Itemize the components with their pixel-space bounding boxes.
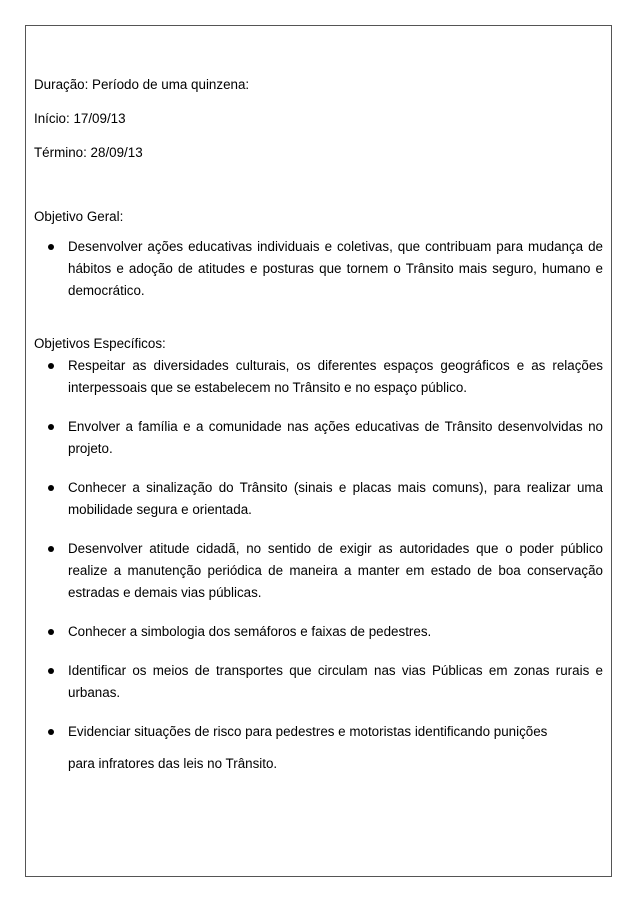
bullet-icon <box>48 485 54 491</box>
bullet-icon <box>48 363 54 369</box>
specific-objectives-list <box>34 355 603 743</box>
duration-line: Duração: Período de uma quinzena: <box>34 77 250 92</box>
list-item-text: Evidenciar situações de risco para pedestres e motoristas identificando punições <box>68 724 548 739</box>
bullet-icon <box>48 668 54 674</box>
bullet-icon <box>48 244 54 250</box>
list-item-text: Identificar os meios de transportes que circulam nas vias Públicas em zonas rurais e urbanas. <box>68 663 603 700</box>
bullet-icon <box>48 729 54 735</box>
page-border <box>25 25 612 877</box>
list-item <box>34 355 603 399</box>
end-date-line: Término: 28/09/13 <box>34 145 143 160</box>
list-item <box>34 621 603 643</box>
list-item-text: Desenvolver atitude cidadã, no sentido de exigir as autoridades que o poder público realize a manutenção periódica de maneira a manter em estado de boa conservação estradas e demais vias públicas. <box>68 541 603 600</box>
start-date-line: Início: 17/09/13 <box>34 111 126 126</box>
list-item-text: Conhecer a sinalização do Trânsito (sinais e placas mais comuns), para realizar uma mobilidade segura e orientada. <box>68 480 603 517</box>
list-item-text: Respeitar as diversidades culturais, os diferentes espaços geográficos e as relações interpessoais que se estabelecem no Trânsito e no espaço público. <box>68 358 603 395</box>
general-objective-list <box>34 236 603 302</box>
bullet-icon <box>48 424 54 430</box>
document-body <box>34 74 603 788</box>
list-item <box>34 236 603 302</box>
list-item <box>34 416 603 460</box>
list-item <box>34 538 603 604</box>
list-item-continuation: para infratores das leis no Trânsito. <box>68 756 278 771</box>
list-item-text: Conhecer a simbologia dos semáforos e faixas de pedestres. <box>68 624 432 639</box>
list-item <box>34 721 603 743</box>
general-objective-heading: Objetivo Geral: <box>34 209 124 224</box>
specific-objectives-heading: Objetivos Específicos: <box>34 336 166 351</box>
list-item-text: Desenvolver ações educativas individuais e coletivas, que contribuam para mudança de hábitos e adoção de atitudes e posturas que tornem o Trânsito mais seguro, humano e democrático. <box>68 239 603 298</box>
list-item-text: Envolver a família e a comunidade nas ações educativas de Trânsito desenvolvidas no projeto. <box>68 419 603 456</box>
list-item <box>34 660 603 704</box>
bullet-icon <box>48 546 54 552</box>
bullet-icon <box>48 629 54 635</box>
list-item <box>34 477 603 521</box>
